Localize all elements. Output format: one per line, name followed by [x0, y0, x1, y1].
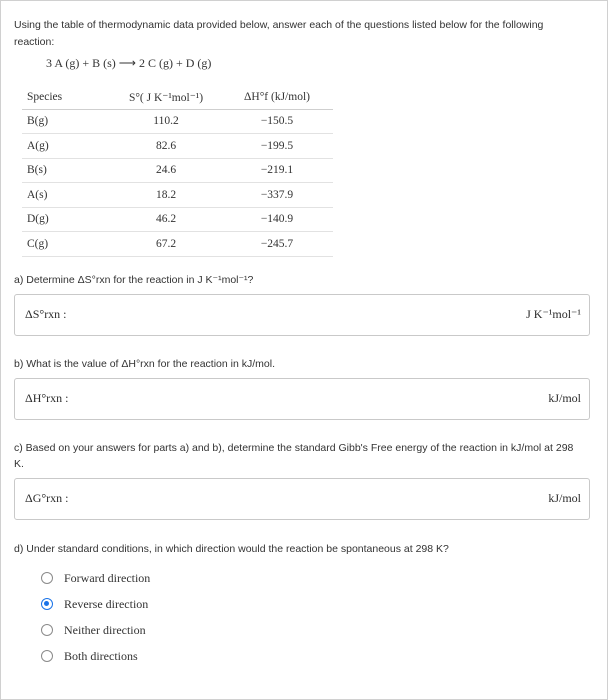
table-row — [22, 183, 333, 208]
option-neither-label: Neither direction — [64, 622, 146, 637]
answer-b-input[interactable] — [14, 378, 590, 420]
delta-s-unit: J K⁻¹mol⁻¹ — [526, 307, 581, 321]
option-forward[interactable] — [41, 569, 150, 587]
delta-h-unit: kJ/mol — [548, 391, 581, 405]
answer-a-input[interactable] — [14, 294, 590, 336]
species-cell: D(g) — [27, 213, 49, 226]
header-entropy: S°( J K⁻¹mol⁻¹) — [128, 91, 204, 104]
question-a: a) Determine ΔS°rxn for the reaction in J K⁻¹mol⁻¹? — [14, 274, 254, 286]
enthalpy-cell: −140.9 — [260, 213, 294, 226]
radio-both[interactable] — [41, 650, 53, 662]
radio-neither[interactable] — [41, 624, 53, 636]
question-c: c) Based on your answers for parts a) and b), determine the standard Gibb's Free energy of the reaction in kJ/mol at 298 K. — [14, 442, 574, 470]
species-cell: C(g) — [27, 237, 49, 250]
question-b: b) What is the value of ΔH°rxn for the reaction in kJ/mol. — [14, 358, 275, 370]
option-neither[interactable] — [41, 621, 146, 639]
option-both-label: Both directions — [64, 648, 138, 663]
option-reverse-label: Reverse direction — [64, 596, 149, 611]
table-row — [22, 232, 333, 257]
entropy-cell: 18.2 — [155, 188, 177, 201]
thermo-table — [22, 85, 333, 257]
header-enthalpy: ΔH°f (kJ/mol) — [244, 90, 310, 103]
table-row — [22, 158, 333, 183]
enthalpy-cell: −337.9 — [260, 188, 294, 201]
entropy-cell: 67.2 — [155, 237, 177, 250]
entropy-cell: 110.2 — [153, 115, 179, 128]
species-cell: A(s) — [27, 188, 48, 201]
radio-reverse-selected[interactable] — [41, 598, 53, 610]
species-cell: A(g) — [27, 139, 49, 152]
enthalpy-cell: −245.7 — [260, 237, 294, 250]
option-forward-label: Forward direction — [64, 570, 151, 585]
table-row — [22, 207, 333, 232]
entropy-cell: 82.6 — [155, 139, 177, 152]
species-cell: B(s) — [27, 164, 47, 177]
delta-g-unit: kJ/mol — [548, 491, 581, 505]
delta-h-label: ΔH°rxn : — [25, 391, 69, 405]
table-row — [22, 134, 333, 159]
option-reverse[interactable] — [41, 595, 148, 613]
reaction-equation: 3 A (g) + B (s) ⟶ 2 C (g) + D (g) — [46, 56, 212, 70]
table-row — [22, 109, 333, 134]
option-both[interactable] — [41, 647, 138, 665]
enthalpy-cell: −150.5 — [260, 115, 294, 128]
table-header-row — [22, 85, 333, 109]
radio-forward[interactable] — [41, 572, 53, 584]
enthalpy-cell: −219.1 — [260, 164, 294, 177]
delta-s-label: ΔS°rxn : — [25, 307, 67, 321]
enthalpy-cell: −199.5 — [260, 139, 294, 152]
entropy-cell: 46.2 — [155, 213, 177, 226]
question-d: d) Under standard conditions, in which direction would the reaction be spontaneous at 298 K? — [14, 543, 449, 555]
entropy-cell: 24.6 — [155, 164, 177, 177]
header-species: Species — [27, 90, 63, 103]
species-cell: B(g) — [27, 115, 49, 128]
answer-c-input[interactable] — [14, 478, 590, 520]
delta-g-label: ΔG°rxn : — [25, 491, 69, 505]
intro-text: Using the table of thermodynamic data provided below, answer each of the questions listed below for the following reaction: — [14, 19, 544, 48]
